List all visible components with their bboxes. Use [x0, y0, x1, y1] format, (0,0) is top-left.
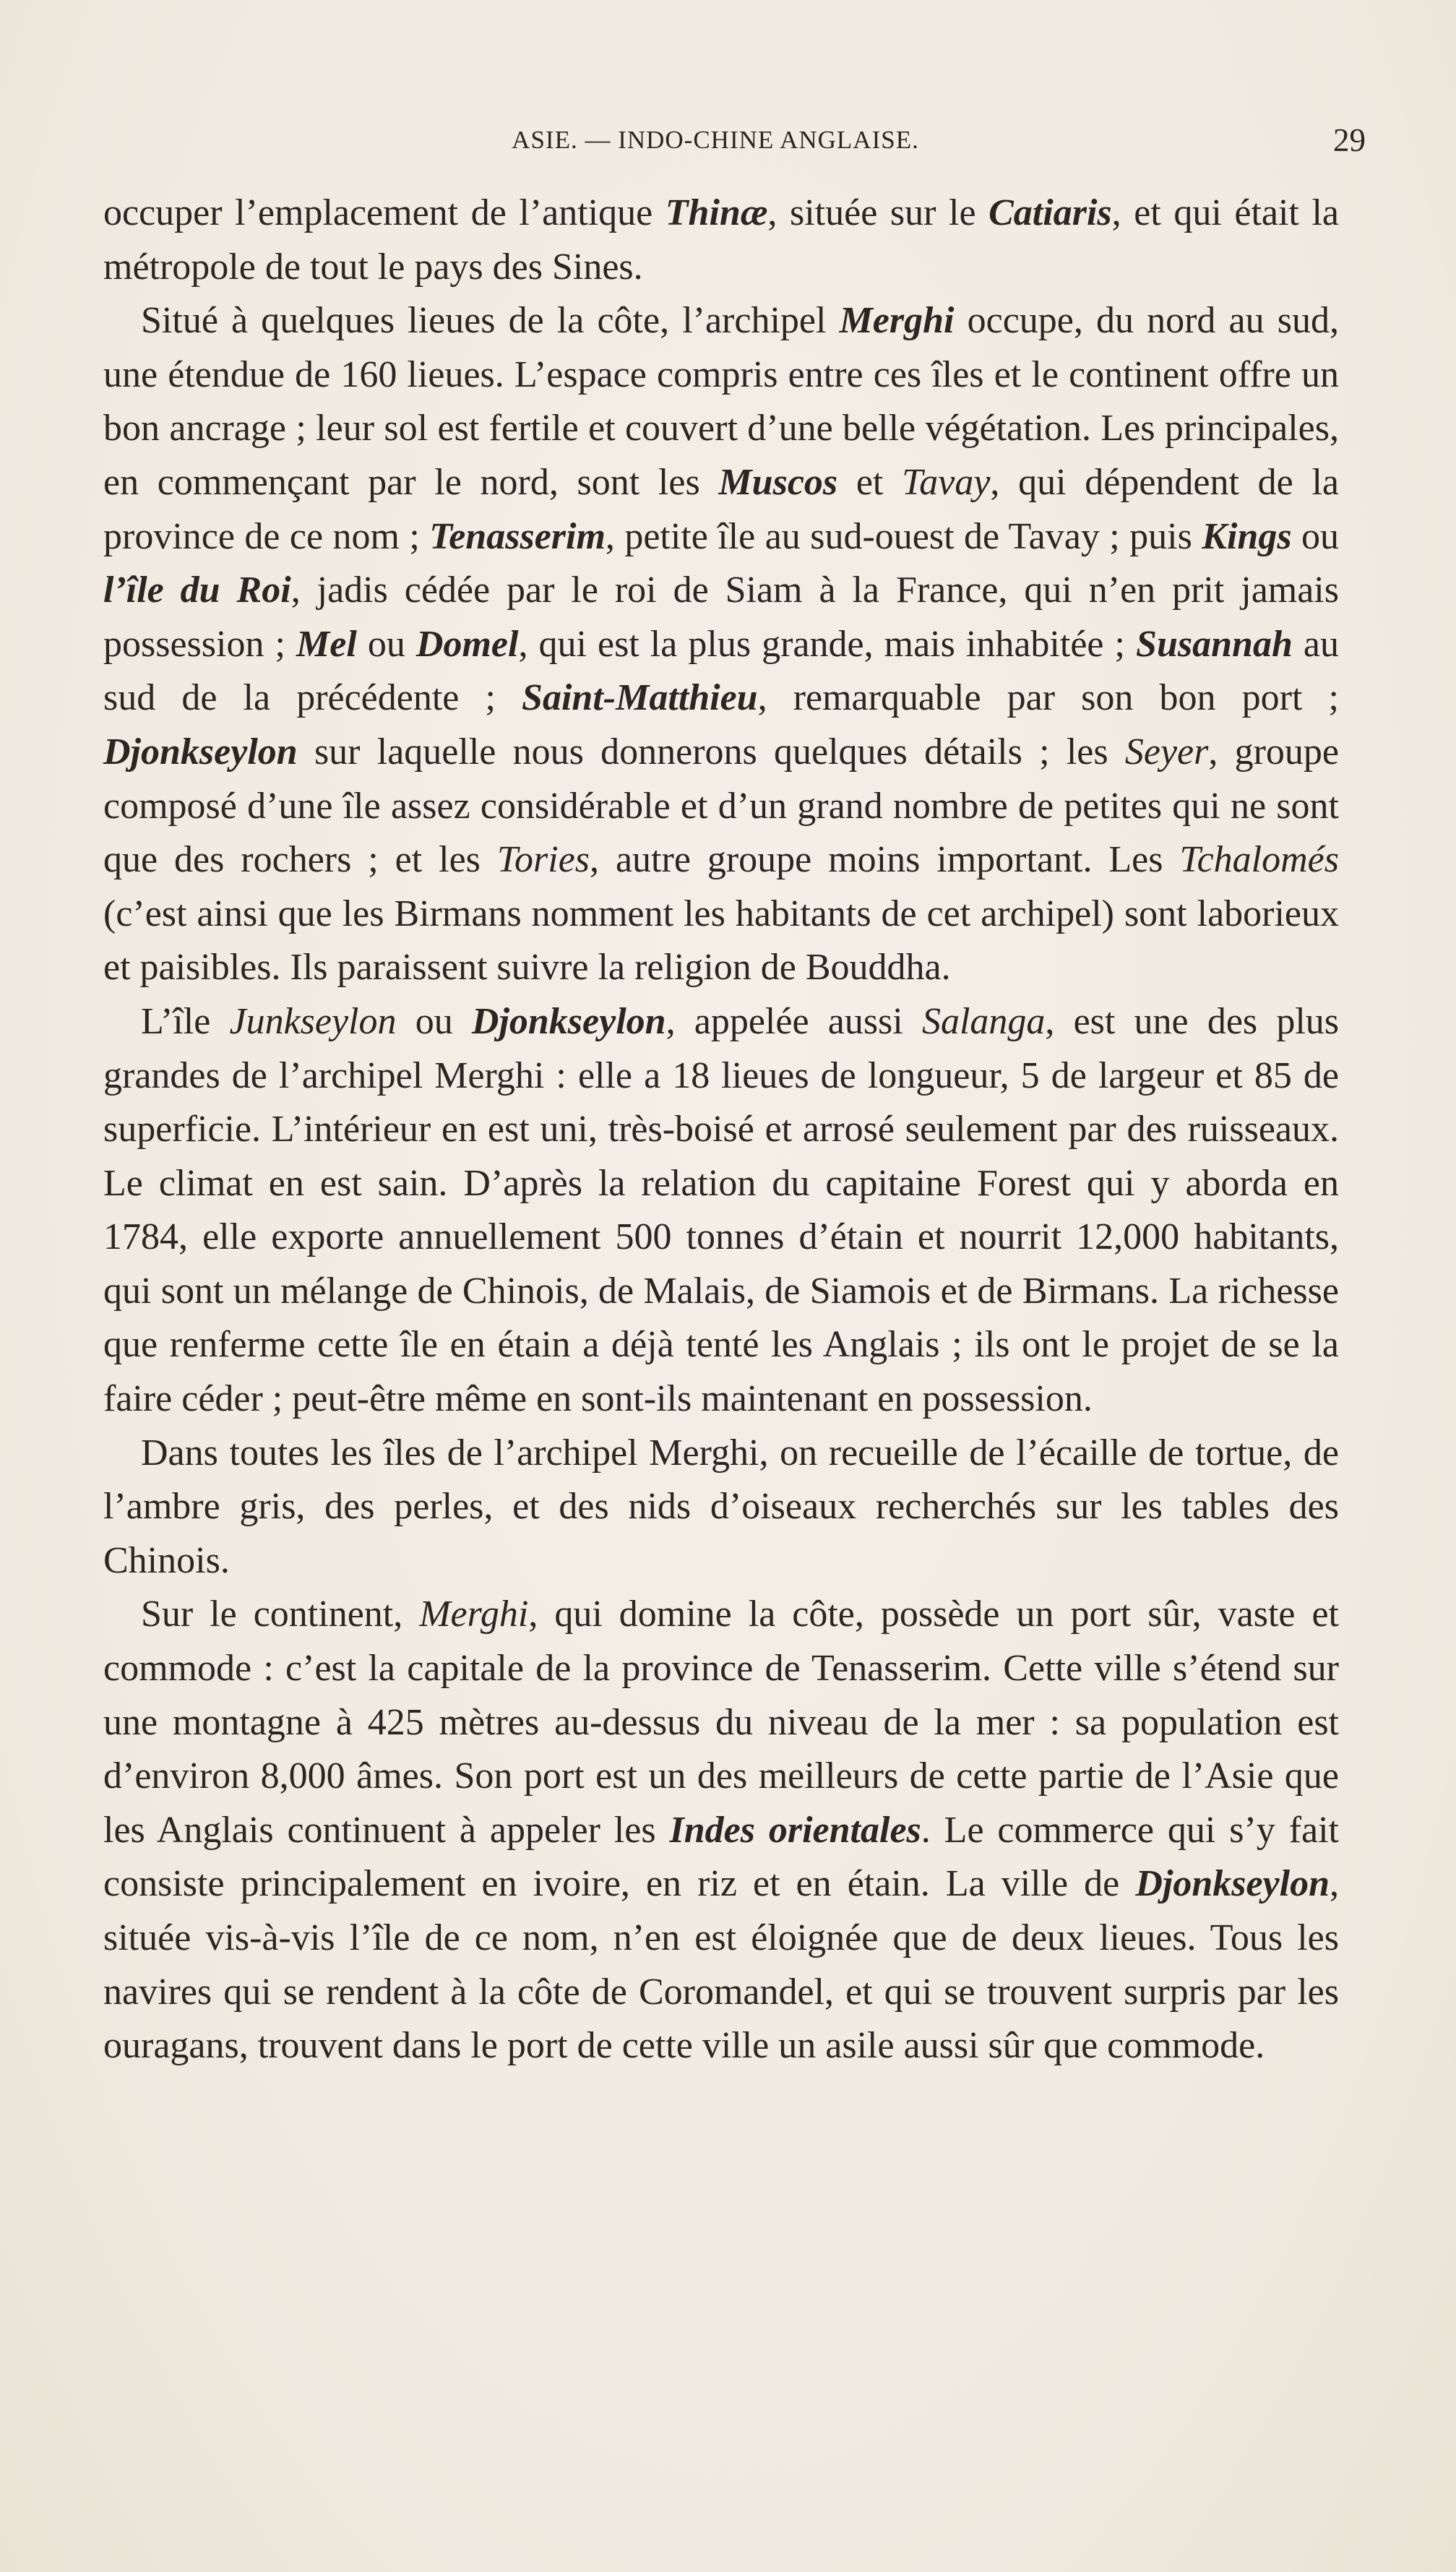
text-run: , est une des plus grandes de l’archipel Merghi : elle a 18 lieues de longueur, 5 de largeur et 85 de superficie. L’intérieur en est uni, très-boisé et arrosé seulement par des ruisseaux. Le climat en est sain. D’après la relation du capitaine Forest qui y aborda en 1784, elle exporte annuellement 500 tonnes d’étain et nourrit 12,000 habitants, qui sont un mélange de Chinois, de Malais, de Siamois et de Birmans. La richesse que renferme cette île en étain a déjà tenté les Anglais ; ils ont le projet de se la faire céder ; peut-être même en sont-ils maintenant en possession.	[103, 1000, 1340, 1420]
text-run: occupe, du nord au sud, une étendue de 160 lieues. L’espace compris entre ces îles et le continent offre un bon ancrage ; leur sol est fertile et couvert d’une belle végétation. Les principales, en commençant par le nord, sont les	[103, 300, 1339, 503]
italic-term: Muscos	[718, 461, 838, 503]
text-run: , et qui était la métropole de tout le pays des Sines.	[103, 192, 1339, 288]
italic-term: Susannah	[1136, 623, 1293, 665]
italic-term: Tchalomés	[1179, 839, 1339, 881]
running-title: ASIE. — INDO-CHINE ANGLAISE.	[512, 126, 919, 154]
text-run: , groupe composé d’une île assez considérable et d’un grand nombre de petites qui ne sont que des rochers ; et les	[103, 731, 1340, 881]
text-run: , située sur le	[767, 192, 989, 233]
paragraph	[103, 294, 1339, 995]
text-run: Sur le continent,	[141, 1593, 420, 1635]
italic-term: Merghi	[839, 300, 955, 342]
text-run: ou	[356, 623, 416, 665]
paragraph	[103, 995, 1339, 1427]
text-run: , qui est la plus grande, mais inhabitée ;	[518, 623, 1137, 665]
text-run: , qui domine la côte, possède un port sûr, vaste et commode : c’est la capitale de la province de Tenasserim. Cette ville s’étend sur une montagne à 425 mètres au-dessus du niveau de la mer : sa population est d’environ 8,000 âmes. Son port est un des meilleurs de cette partie de l’Asie que les Anglais continuent à appeler les	[103, 1593, 1340, 1851]
italic-term: Thinæ	[665, 192, 768, 233]
text-run: , petite île au sud-ouest de Tavay ; puis	[605, 515, 1202, 557]
italic-term: Tavay	[902, 461, 991, 503]
text-run: Dans toutes les îles de l’archipel Merghi, on recueille de l’écaille de tortue, de l’ambre gris, des perles, et des nids d’oiseaux recherchés sur les tables des Chinois.	[103, 1432, 1339, 1581]
italic-term: Merghi	[419, 1593, 529, 1635]
italic-term: Catiaris	[988, 192, 1112, 233]
text-run: , remarquable par son bon port ;	[757, 677, 1339, 719]
text-run: , qui dépendent de la province de ce nom ;	[103, 461, 1339, 557]
text-run: (c’est ainsi que les Birmans nomment les habitants de cet archipel) sont laborieux et paisibles. Ils paraissent suivre la religion de Bouddha.	[103, 893, 1339, 989]
text-run: , jadis cédée par le roi de Siam à la France, qui n’en prit jamais possession ;	[103, 569, 1339, 665]
italic-term: Kings	[1202, 515, 1292, 557]
text-run: . Le commerce qui s’y fait consiste principalement en ivoire, en riz et en étain. La ville de	[103, 1809, 1339, 1905]
text-run: et	[837, 461, 903, 503]
italic-term: Salanga	[921, 1000, 1046, 1042]
paragraph	[103, 1588, 1339, 2073]
italic-term: Indes orientales	[669, 1809, 921, 1851]
text-run: au sud de la précédente ;	[103, 623, 1340, 719]
italic-term: Tories	[496, 839, 590, 881]
text-run: sur laquelle nous donnerons quelques détails ; les	[297, 731, 1125, 773]
text-run: ou	[1291, 515, 1340, 557]
italic-term: Seyer	[1124, 731, 1209, 773]
paragraph	[103, 186, 1339, 294]
italic-term: Domel	[415, 623, 519, 665]
italic-term: Djonkseylon	[103, 731, 298, 773]
text-run: Situé à quelques lieues de la côte, l’archipel	[141, 300, 840, 342]
italic-term: Saint-Matthieu	[522, 677, 758, 719]
text-run: occuper l’emplacement de l’antique	[103, 192, 665, 233]
text-run: , appelée aussi	[665, 1000, 922, 1042]
text-run: , autre groupe moins important. Les	[590, 839, 1180, 881]
text-run: , située vis-à-vis l’île de ce nom, n’en est éloignée que de deux lieues. Tous les navires qui se rendent à la côte de Coromandel, et qui se trouvent surpris par les ouragans, trouvent dans le port de cette ville un asile aussi sûr que commode.	[103, 1863, 1339, 2067]
page-number: 29	[1333, 122, 1366, 158]
text-run: ou	[396, 1000, 472, 1042]
italic-term: Djonkseylon	[1135, 1863, 1330, 1905]
italic-term: l’île du Roi	[103, 569, 291, 611]
body-text	[103, 186, 1339, 2073]
paragraph	[103, 1427, 1339, 1588]
italic-term: Junkseylon	[229, 1000, 397, 1042]
italic-term: Tenasserim	[429, 515, 606, 557]
text-run: L’île	[141, 1000, 230, 1042]
italic-term: Djonkseylon	[471, 1000, 666, 1042]
italic-term: Mel	[296, 623, 357, 665]
